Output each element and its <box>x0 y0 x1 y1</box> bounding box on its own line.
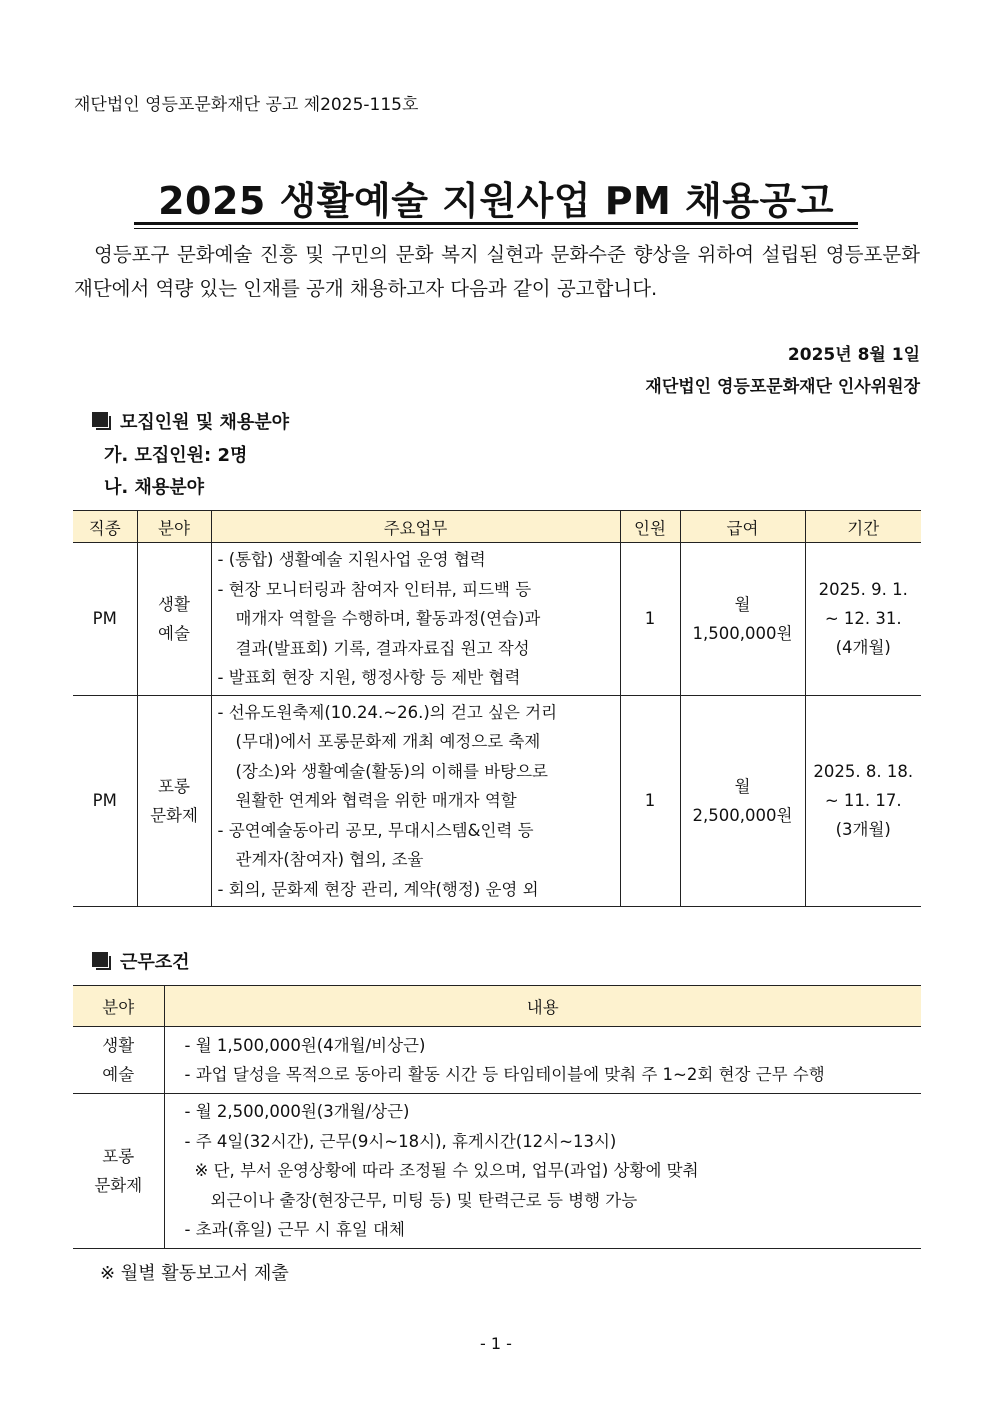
title-underline <box>134 222 858 225</box>
field-line: 예술 <box>158 623 190 643</box>
field-cell <box>73 1094 164 1249</box>
field-line: 예술 <box>102 1065 135 1084</box>
job-cell: PM <box>73 695 137 907</box>
content-cell <box>164 1094 921 1249</box>
period-line: (3개월) <box>835 820 891 840</box>
condition-item: - 초과(휴일) 근무 시 휴일 대체 <box>184 1220 405 1240</box>
field-line: 포롱 <box>158 776 190 796</box>
pay-cell <box>680 543 805 696</box>
duties-cell <box>211 543 620 696</box>
field-cell <box>73 1027 164 1094</box>
table-row <box>73 695 921 907</box>
announcement-date: 2025년 8월 1일 <box>787 345 920 365</box>
field-line: 생활 <box>102 1036 135 1055</box>
page-number: - 1 - <box>480 1334 512 1353</box>
issuer: 재단법인 영등포문화재단 인사위원장 <box>645 377 920 397</box>
duty-item: 결과(발표회) 기록, 결과자료집 원고 작성 <box>235 638 530 658</box>
condition-item: - 과업 달성을 목적으로 동아리 활동 시간 등 타임테이블에 맞춰 주 1~2회 현장 근무 수행 <box>184 1065 825 1084</box>
condition-item: - 월 1,500,000원(4개월/비상근) <box>184 1035 426 1055</box>
pay-line: 월 <box>734 594 751 614</box>
header-count: 인원 <box>620 511 680 543</box>
report-note: ※ 월별 활동보고서 제출 <box>100 1263 289 1284</box>
duty-item: 관계자(참여자) 협의, 조율 <box>235 850 424 869</box>
header-field: 분야 <box>137 511 211 543</box>
table-row <box>73 543 921 696</box>
recruit-count: 가. 모집인원: 2명 <box>104 445 248 466</box>
field-line: 문화제 <box>150 805 198 825</box>
duty-item: (무대)에서 포롱문화제 개최 예정으로 축제 <box>235 732 541 751</box>
header-job: 직종 <box>73 511 137 543</box>
title-underline-thin <box>134 228 858 229</box>
job-cell: PM <box>73 543 137 696</box>
field-cell <box>137 695 211 907</box>
condition-item: - 월 2,500,000원(3개월/상근) <box>184 1102 410 1122</box>
header-duties: 주요업무 <box>211 511 620 543</box>
pay-line: 1,500,000원 <box>692 623 793 643</box>
section-heading-conditions <box>92 948 190 974</box>
square-bullet-icon <box>92 952 112 970</box>
field-line: 포롱 <box>102 1147 135 1166</box>
duty-item: - 회의, 문화제 현장 관리, 계약(행정) 운영 외 <box>217 879 539 899</box>
conditions-table <box>73 985 921 1249</box>
notice-number: 재단법인 영등포문화재단 공고 제2025-115호 <box>74 95 419 115</box>
intro-paragraph: 영등포구 문화예술 진흥 및 구민의 문화 복지 실현과 문화수준 향상을 위하여 설립된 영등포문화재단에서 역량 있는 인재를 공개 채용하고자 다음과 같이 공고합니다. <box>74 243 920 300</box>
period-line: 2025. 9. 1. <box>818 580 908 600</box>
pay-line: 2,500,000원 <box>692 805 793 825</box>
duty-item: 원활한 연계와 협력을 위한 매개자 역할 <box>235 791 517 810</box>
pay-line: 월 <box>734 776 751 796</box>
period-line: ~ 11. 17. <box>824 791 902 811</box>
period-line: (4개월) <box>835 638 891 658</box>
duty-item: - 선유도원축제(10.24.~26.)의 걷고 싶은 거리 <box>217 702 558 722</box>
field-line: 생활 <box>158 594 190 614</box>
duty-item: 매개자 역할을 수행하며, 활동과정(연습)과 <box>235 609 541 628</box>
count-cell: 1 <box>620 695 680 907</box>
page-title: 2025 생활예술 지원사업 PM 채용공고 <box>158 179 834 223</box>
duties-cell <box>211 695 620 907</box>
section-heading-text: 근무조건 <box>120 952 190 973</box>
content-cell <box>164 1027 921 1094</box>
header-pay: 급여 <box>680 511 805 543</box>
period-cell <box>805 695 921 907</box>
duty-item: - 공연예술동아리 공모, 무대시스템&인력 등 <box>217 820 534 840</box>
recruit-field-label: 나. 채용분야 <box>104 477 205 498</box>
field-cell <box>137 543 211 696</box>
period-line: ~ 12. 31. <box>824 609 902 629</box>
section-heading-recruitment <box>92 408 289 434</box>
table-row <box>73 1027 921 1094</box>
square-bullet-icon <box>92 412 112 430</box>
recruitment-table <box>73 510 921 907</box>
duty-item: (장소)와 생활예술(활동)의 이해를 바탕으로 <box>235 761 548 781</box>
table-row <box>73 1094 921 1249</box>
condition-item: - 주 4일(32시간), 근무(9시~18시), 휴게시간(12시~13시) <box>184 1131 617 1151</box>
duty-item: - 현장 모니터링과 참여자 인터뷰, 피드백 등 <box>217 579 532 599</box>
duty-item: - (통합) 생활예술 지원사업 운영 협력 <box>217 550 486 569</box>
duty-item: - 발표회 현장 지원, 행정사항 등 제반 협력 <box>217 668 521 687</box>
header-content: 내용 <box>164 986 921 1027</box>
header-field: 분야 <box>73 986 164 1027</box>
field-line: 문화제 <box>94 1176 143 1195</box>
condition-item: 외근이나 출장(현장근무, 미팅 등) 및 탄력근로 등 병행 가능 <box>210 1190 638 1210</box>
count-cell: 1 <box>620 543 680 696</box>
condition-item: ※ 단, 부서 운영상황에 따라 조정될 수 있으며, 업무(과업) 상황에 맞춰 <box>194 1161 699 1181</box>
header-period: 기간 <box>805 511 921 543</box>
pay-cell <box>680 695 805 907</box>
section-heading-text: 모집인원 및 채용분야 <box>120 412 290 433</box>
period-line: 2025. 8. 18. <box>813 762 914 782</box>
period-cell <box>805 543 921 696</box>
